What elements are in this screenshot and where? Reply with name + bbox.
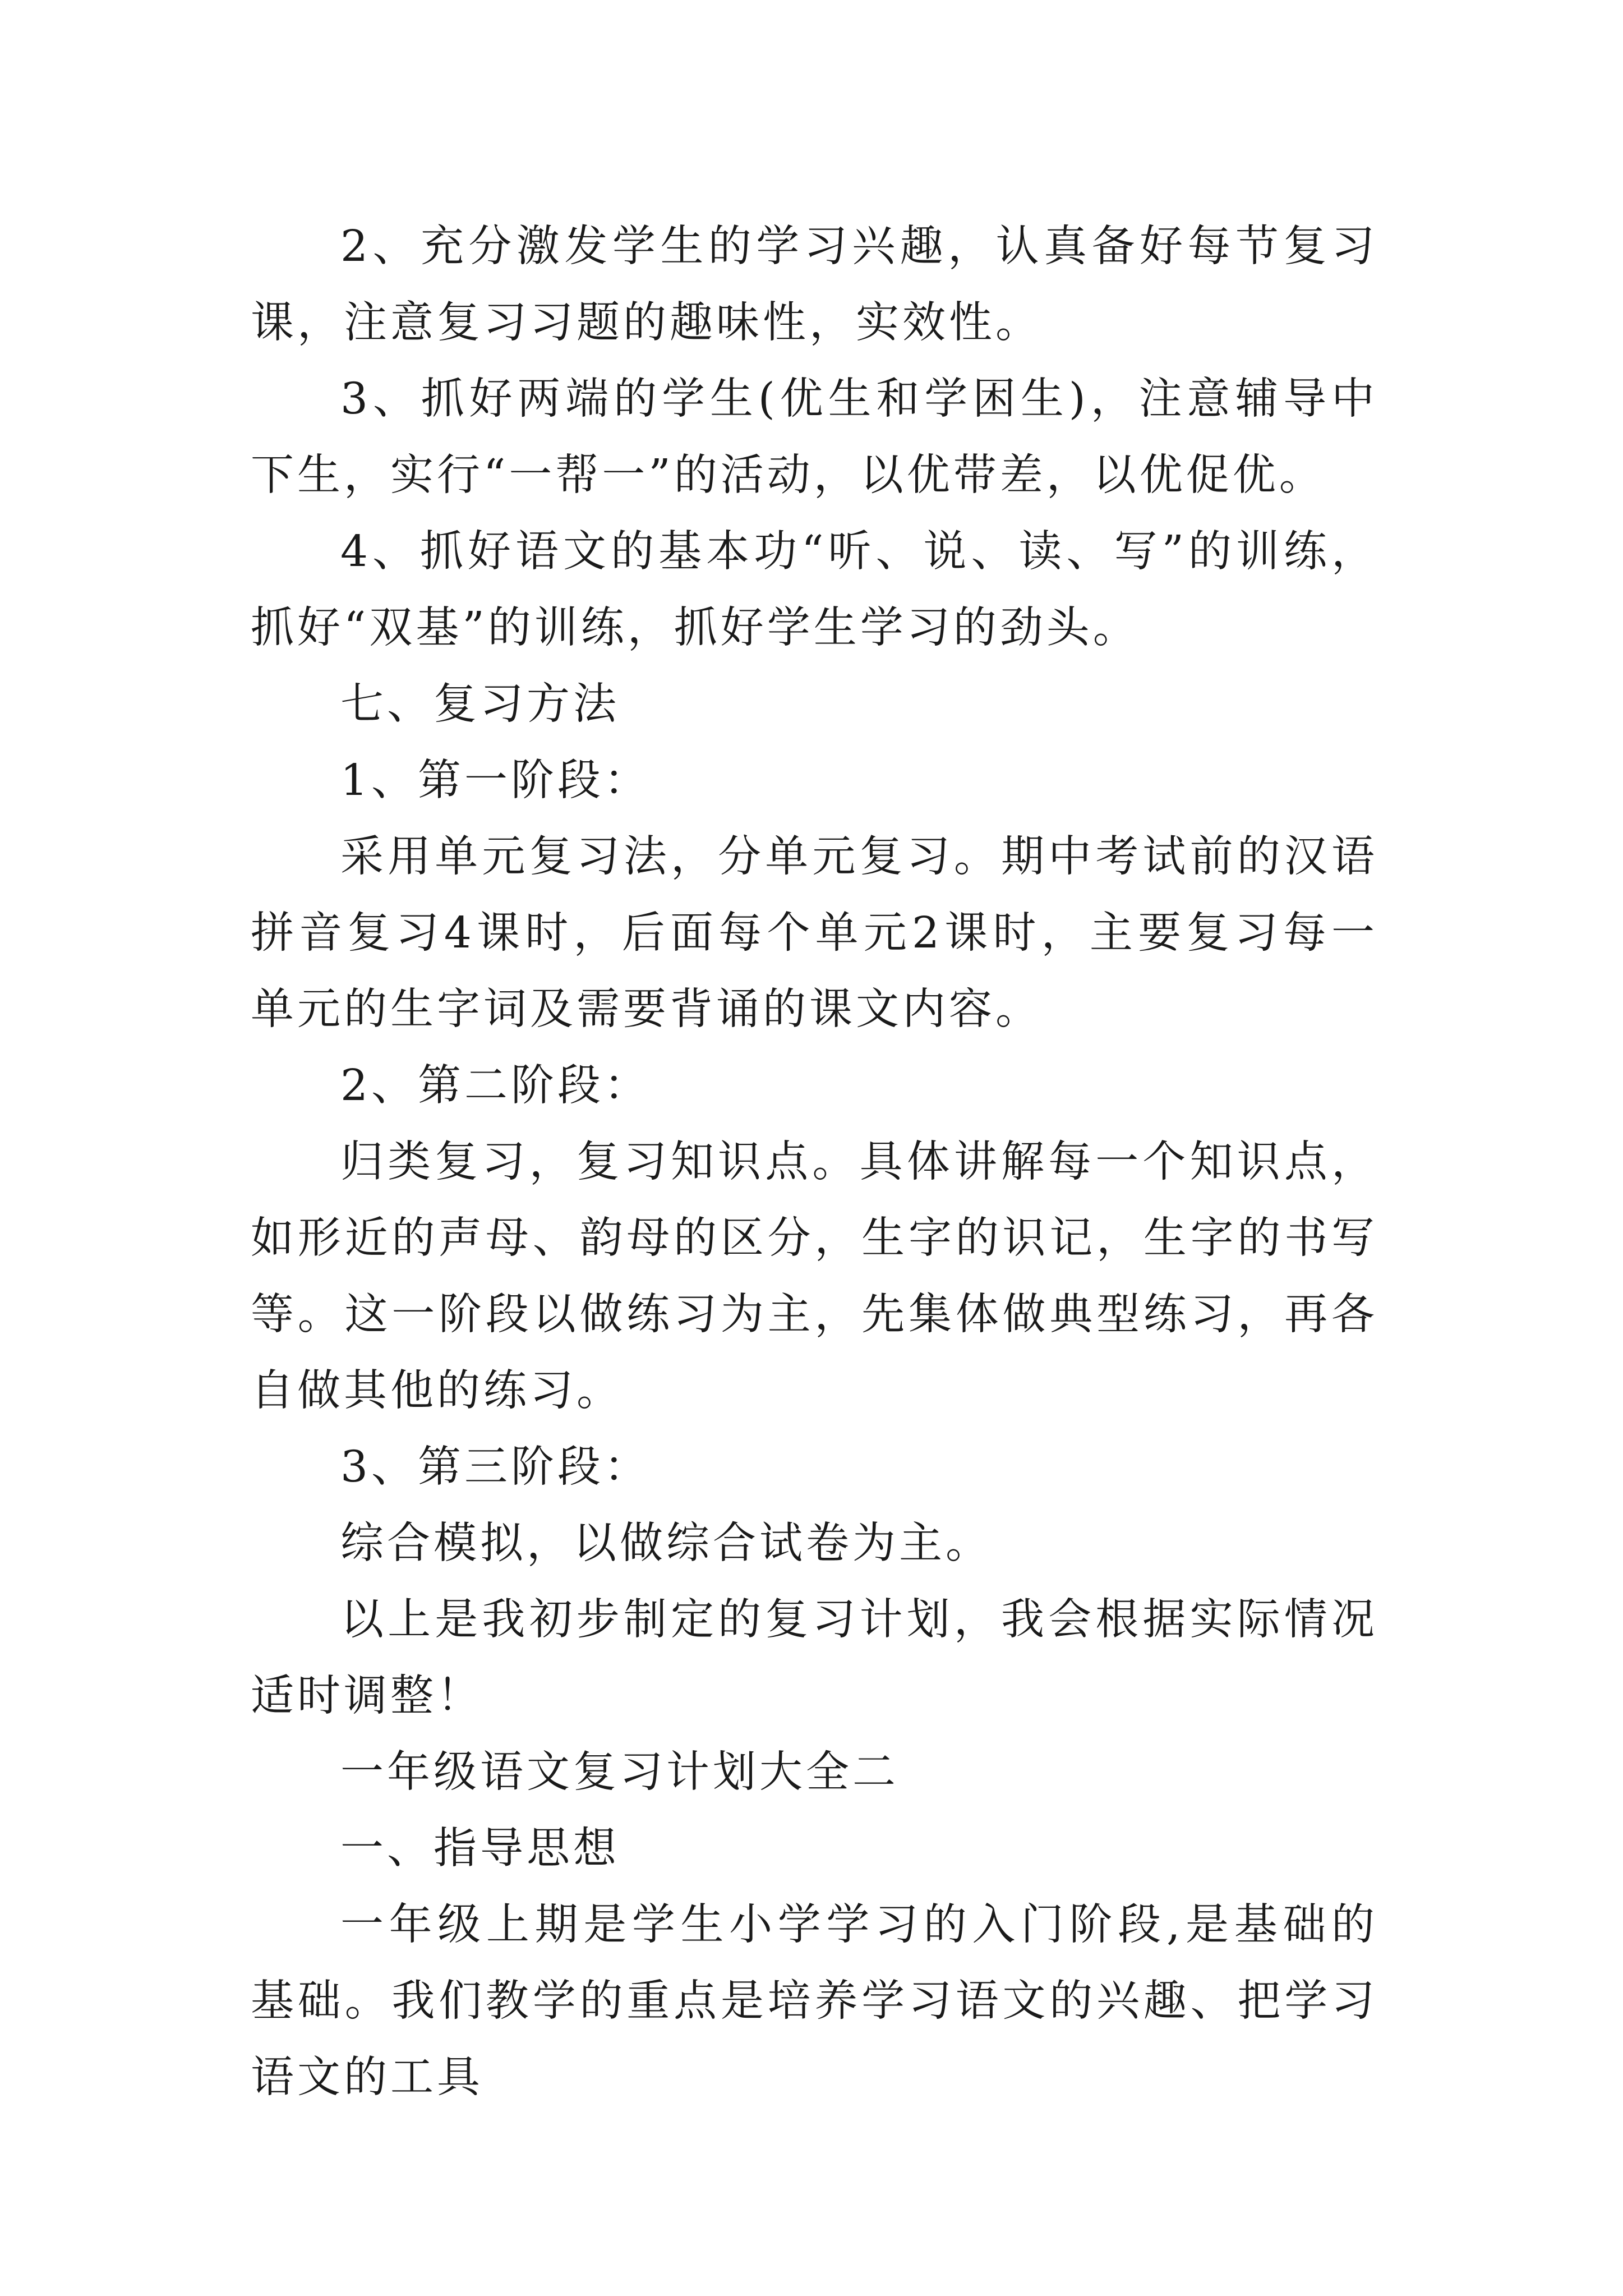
- stage-heading-2: 2、第二阶段：: [340, 1061, 651, 1111]
- stage-heading-1: 1、第一阶段：: [340, 756, 651, 806]
- stage-1-text: 采用单元复习法，分单元复习。期中考试前的汉语拼音复习4课时，后面每个单元2课时，主要复习每一单元的生字词及需要背诵的课文内容。: [251, 832, 1378, 1034]
- document-body: [251, 209, 1378, 2116]
- paragraph-item-2-interest: 2、充分激发学生的学习兴趣，认真备好每节复习课，注意复习习题的趣味性，实效性。: [251, 222, 1378, 348]
- paragraph-item-4-basics: 4、抓好语文的基本功“听、说、读、写”的训练，抓好“双基”的训练，抓好学生学习的劲头。: [251, 527, 1378, 653]
- stage-2-text: 归类复习，复习知识点。具体讲解每一个知识点，如形近的声母、韵母的区分，生字的识记，生字的书写等。这一阶段以做练习为主，先集体做典型练习，再各自做其他的练习。: [251, 1137, 1378, 1416]
- document-subtitle: 一年级语文复习计划大全二: [340, 1747, 899, 1797]
- stage-3-text: 综合模拟，以做综合试卷为主。: [340, 1519, 992, 1568]
- stage-heading-3: 3、第三阶段：: [340, 1442, 651, 1492]
- closing-paragraph: 以上是我初步制定的复习计划，我会根据实际情况适时调整！: [251, 1595, 1378, 1721]
- guiding-idea-text: 一年级上期是学生小学学习的入门阶段,是基础的基础。我们教学的重点是培养学习语文的兴趣、把学习语文的工具: [251, 1900, 1378, 2102]
- section-heading-review-methods: 七、复习方法: [340, 679, 620, 729]
- section-heading-guiding-idea: 一、指导思想: [340, 1824, 620, 1874]
- paragraph-item-3-students: 3、抓好两端的学生(优生和学困生)，注意辅导中下生，实行“一帮一”的活动，以优带差，以优促优。: [251, 374, 1378, 500]
